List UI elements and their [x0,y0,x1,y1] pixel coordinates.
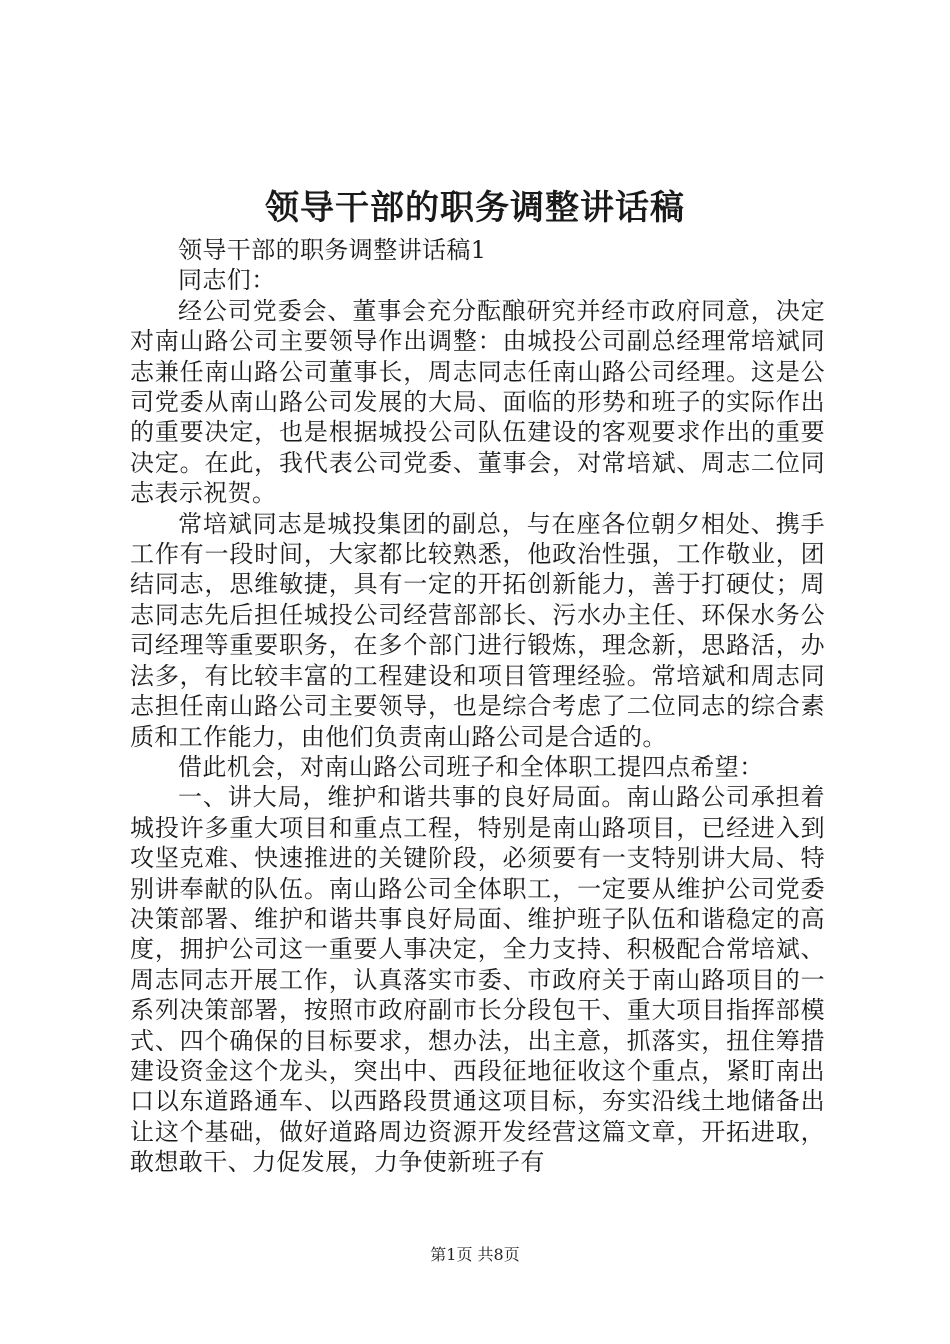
body-paragraph: 一、讲大局，维护和谐共事的良好局面。南山路公司承担着城投许多重大项目和重点工程，特别是南山路项目，已经进入到攻坚克难、快速推进的关键阶段，必须要有一支特别讲大局、特别讲奉献的队伍。南山路公司全体职工，一定要从维护公司党委决策部署、维护和谐共事良好局面、维护班子队伍和谐稳定的高度，拥护公司这一重要人事决定，全力支持、积极配合常培斌、周志同志开展工作，认真落实市委、市政府关于南山路项目的一系列决策部署，按照市政府副市长分段包干、重大项目指挥部模式、四个确保的目标要求，想办法，出主意，抓落实，扭住筹措建设资金这个龙头，突出中、西段征地征收这个重点，紧盯南出口以东道路通车、以西路段贯通这项目标，夯实沿线土地储备出让这个基础，做好道路周边资源开发经营这篇文章，开拓进取，敢想敢干、力促发展，力争使新班子有 [130,783,825,1177]
salutation-paragraph: 同志们： [178,266,276,295]
subtitle-paragraph: 领导干部的职务调整讲话稿1 [178,236,487,264]
body-paragraph: 借此机会，对南山路公司班子和全体职工提四点希望： [178,752,764,781]
page-number-footer: 第1页 共8页 [430,1245,520,1264]
document-title: 领导干部的职务调整讲话稿 [265,188,685,228]
document-body [130,235,825,1178]
body-paragraph: 常培斌同志是城投集团的副总，与在座各位朝夕相处、携手工作有一段时间，大家都比较熟悉，他政治性强，工作敬业，团结同志，思维敏捷，具有一定的开拓创新能力，善于打硬仗；周志同志先后担任城投公司经营部部长、污水办主任、环保水务公司经理等重要职务，在多个部门进行锻炼，理念新，思路活，办法多，有比较丰富的工程建设和项目管理经验。常培斌和周志同志担任南山路公司主要领导，也是综合考虑了二位同志的综合素质和工作能力，由他们负责南山路公司是合适的。 [130,509,825,751]
body-paragraph: 经公司党委会、董事会充分酝酿研究并经市政府同意，决定对南山路公司主要领导作出调整：由城投公司副总经理常培斌同志兼任南山路公司董事长，周志同志任南山路公司经理。这是公司党委从南山路公司发展的大局、面临的形势和班子的实际作出的重要决定，也是根据城投公司队伍建设的客观要求作出的重要决定。在此，我代表公司党委、董事会，对常培斌、周志二位同志表示祝贺。 [130,296,825,508]
